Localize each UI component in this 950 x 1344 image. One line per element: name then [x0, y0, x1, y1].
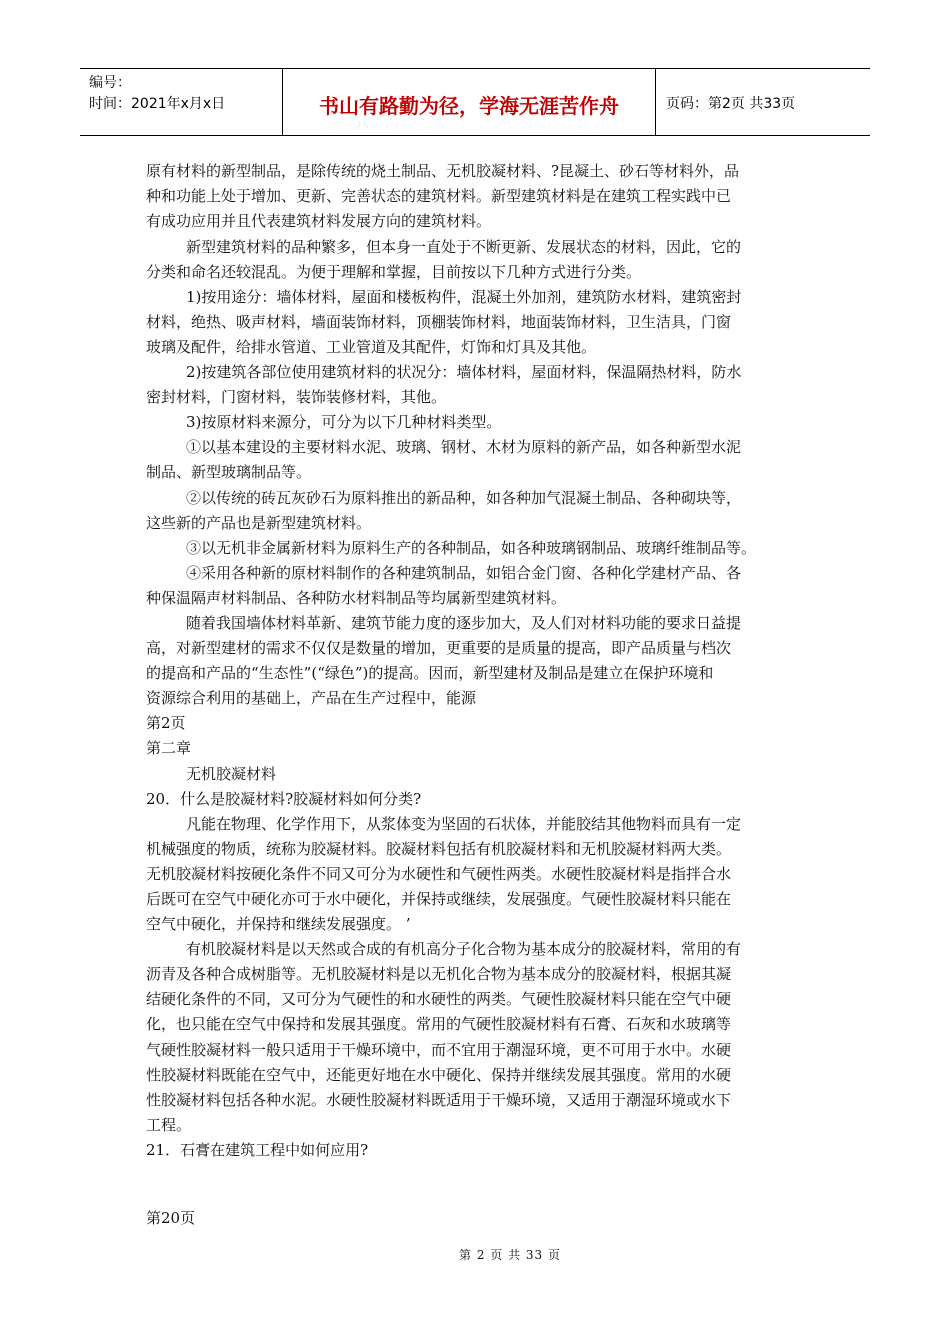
text-line: 制品、新型玻璃制品等。 — [146, 463, 312, 481]
text-line: 这些新的产品也是新型建筑材料。 — [146, 514, 372, 532]
text-line: 化，也只能在空气中保持和发展其强度。常用的气硬性胶凝材料有石膏、石灰和水玻璃等 — [146, 1015, 732, 1033]
text-line: 高，对新型建材的需求不仅仅是数量的增加，更重要的是质量的提高，即产品质量与档次 — [146, 639, 732, 657]
number-label: 编号： — [89, 75, 131, 91]
text-line: 工程。 — [146, 1116, 192, 1134]
text-line: 气硬性胶凝材料一般只适用于干燥环境中，而不宜用于潮湿环境，更不可用于水中。水硬 — [146, 1041, 732, 1059]
inline-page-number: 第2页 — [146, 714, 186, 732]
text-line: 种和功能上处于增加、更新、完善状态的建筑材料。新型建筑材料是在建筑工程实践中已 — [146, 187, 732, 205]
text-line: 原有材料的新型制品，是除传统的烧土制品、无机胶凝材料、?昆凝土、砂石等材料外，品 — [146, 162, 740, 180]
text-line: 性胶凝材料包括各种水泥。水硬性胶凝材料既适用于干燥环境，又适用于潮湿环境或水下 — [146, 1091, 732, 1109]
text-line: ②以传统的砖瓦灰砂石为原料推出的新品种，如各种加气混凝土制品、各种砌块等， — [186, 489, 742, 507]
text-line: 性胶凝材料既能在空气中，还能更好地在水中硬化、保持并继续发展其强度。常用的水硬 — [146, 1066, 732, 1084]
text-line: 密封材料，门窗材料，装饰装修材料，其他。 — [146, 388, 447, 406]
chapter-heading: 第二章 — [146, 739, 192, 757]
text-line: 随着我国墙体材料革新、建筑节能力度的逐步加大，及人们对材料功能的要求日益提 — [186, 614, 742, 632]
text-line: 3)按原材料来源分，可分为以下几种材料类型。 — [186, 413, 502, 431]
text-line: 种保温隔声材料制品、各种防水材料制品等均属新型建筑材料。 — [146, 589, 567, 607]
text-line: 新型建筑材料的品种繁多，但本身一直处于不断更新、发展状态的材料，因此，它的 — [186, 238, 742, 256]
text-line: 有成功应用并且代表建筑材料发展方向的建筑材料。 — [146, 212, 492, 230]
text-line: 的提高和产品的“生态性”(“绿色”)的提高。因而，新型建材及制品是建立在保护环境和 — [146, 664, 714, 682]
inline-page-number: 第20页 — [146, 1209, 196, 1227]
header-meta — [80, 69, 283, 135]
text-line: 2)按建筑各部位使用建筑材料的状况分：墙体材料，屋面材料，保温隔热材料，防水 — [186, 363, 742, 381]
text-line: 沥青及各种合成树脂等。无机胶凝材料是以无机化合物为基本成分的胶凝材料，根据其凝 — [146, 965, 732, 983]
text-line: ③以无机非金属新材料为原料生产的各种制品，如各种玻璃钢制品、玻璃纤维制品等。 — [186, 539, 757, 557]
text-line: 1)按用途分：墙体材料，屋面和楼板构件，混凝土外加剂，建筑防水材料，建筑密封 — [186, 288, 742, 306]
time-label: 时间：2021年x月x日 — [89, 96, 226, 112]
text-line: ④采用各种新的原材料制作的各种建筑制品，如铝合金门窗、各种化学建材产品、各 — [186, 564, 742, 582]
text-line: 空气中硬化，并保持和继续发展强度。 ’ — [146, 915, 411, 933]
text-line: 后既可在空气中硬化亦可于水中硬化，并保持或继续，发展强度。气硬性胶凝材料只能在 — [146, 890, 732, 908]
text-line: 资源综合利用的基础上，产品在生产过程中，能源 — [146, 689, 477, 707]
header-page-info: 页码：第2页 共33页 — [666, 96, 796, 112]
text-line: 无机胶凝材料按硬化条件不同又可分为水硬性和气硬性两类。水硬性胶凝材料是指拌合水 — [146, 865, 732, 883]
text-line: 机械强度的物质，统称为胶凝材料。胶凝材料包括有机胶凝材料和无机胶凝材料两大类。 — [146, 840, 732, 858]
header-motto: 书山有路勤为径，学海无涯苦作舟 — [283, 69, 656, 135]
question-heading: 20．什么是胶凝材料?胶凝材料如何分类? — [146, 790, 422, 808]
text-line: 结硬化条件的不同，又可分为气硬性的和水硬性的两类。气硬性胶凝材料只能在空气中硬 — [146, 990, 732, 1008]
text-line: 凡能在物理、化学作用下，从浆体变为坚固的石状体，并能胶结其他物料而具有一定 — [186, 815, 742, 833]
text-line: 有机胶凝材料是以天然或合成的有机高分子化合物为基本成分的胶凝材料，常用的有 — [186, 940, 742, 958]
chapter-title: 无机胶凝材料 — [186, 765, 277, 783]
page-footer: 第 2 页 共 33 页 — [459, 1248, 561, 1262]
page-header — [80, 68, 870, 136]
text-line: 材料，绝热、吸声材料，墙面装饰材料，顶棚装饰材料，地面装饰材料，卫生洁具，门窗 — [146, 313, 732, 331]
question-heading: 21．石膏在建筑工程中如何应用? — [146, 1141, 369, 1159]
text-line: 玻璃及配件，给排水管道、工业管道及其配件，灯饰和灯具及其他。 — [146, 338, 597, 356]
text-line: ①以基本建设的主要材料水泥、玻璃、钢材、木材为原料的新产品，如各种新型水泥 — [186, 438, 742, 456]
text-line: 分类和命名还较混乱。为便于理解和掌握，目前按以下几种方式进行分类。 — [146, 263, 642, 281]
